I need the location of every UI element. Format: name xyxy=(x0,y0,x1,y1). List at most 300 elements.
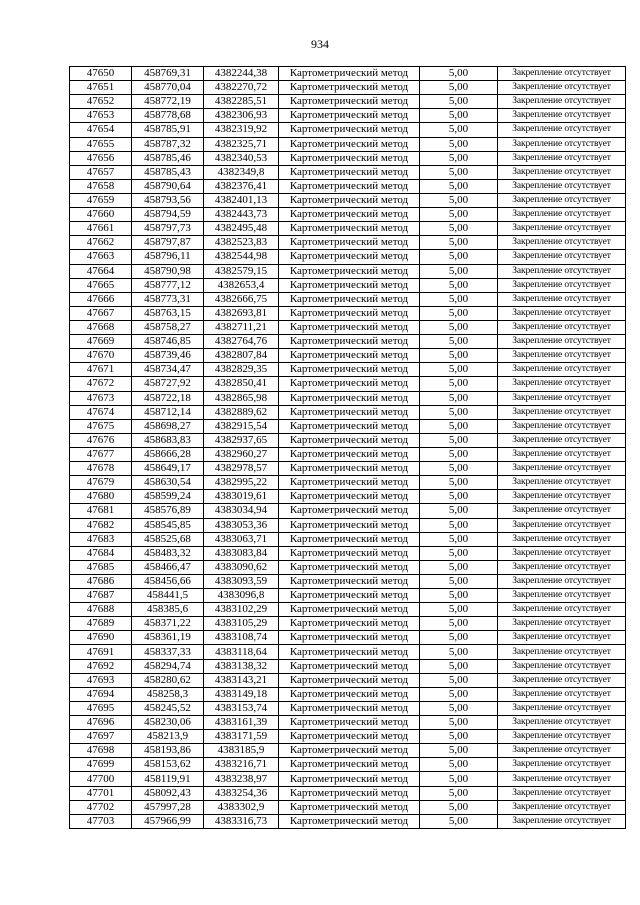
method-cell: Картометрический метод xyxy=(279,193,420,207)
x-coordinate-cell: 458466,47 xyxy=(132,560,204,574)
y-coordinate-cell: 4382889,62 xyxy=(204,405,279,419)
method-cell: Картометрический метод xyxy=(279,320,420,334)
x-coordinate-cell: 458630,54 xyxy=(132,476,204,490)
x-coordinate-cell: 458545,85 xyxy=(132,518,204,532)
accuracy-cell: 5,00 xyxy=(420,490,498,504)
y-coordinate-cell: 4383090,62 xyxy=(204,560,279,574)
table-row xyxy=(70,250,626,264)
y-coordinate-cell: 4383093,59 xyxy=(204,574,279,588)
point-number-cell: 47675 xyxy=(70,419,132,433)
fixing-note-cell: Закрепление отсутствует xyxy=(498,193,626,207)
method-cell: Картометрический метод xyxy=(279,603,420,617)
fixing-note-cell: Закрепление отсутствует xyxy=(498,67,626,81)
method-cell: Картометрический метод xyxy=(279,349,420,363)
x-coordinate-cell: 458456,66 xyxy=(132,574,204,588)
point-number-cell: 47678 xyxy=(70,462,132,476)
method-cell: Картометрический метод xyxy=(279,222,420,236)
x-coordinate-cell: 458153,62 xyxy=(132,758,204,772)
method-cell: Картометрический метод xyxy=(279,419,420,433)
x-coordinate-cell: 458785,46 xyxy=(132,151,204,165)
method-cell: Картометрический метод xyxy=(279,518,420,532)
method-cell: Картометрический метод xyxy=(279,109,420,123)
x-coordinate-cell: 458337,33 xyxy=(132,645,204,659)
point-number-cell: 47651 xyxy=(70,81,132,95)
method-cell: Картометрический метод xyxy=(279,67,420,81)
x-coordinate-cell: 458245,52 xyxy=(132,701,204,715)
fixing-note-cell: Закрепление отсутствует xyxy=(498,447,626,461)
point-number-cell: 47692 xyxy=(70,659,132,673)
x-coordinate-cell: 458790,98 xyxy=(132,264,204,278)
x-coordinate-cell: 458796,11 xyxy=(132,250,204,264)
method-cell: Картометрический метод xyxy=(279,137,420,151)
fixing-note-cell: Закрепление отсутствует xyxy=(498,814,626,828)
method-cell: Картометрический метод xyxy=(279,574,420,588)
table-row xyxy=(70,476,626,490)
point-number-cell: 47669 xyxy=(70,335,132,349)
y-coordinate-cell: 4382523,83 xyxy=(204,236,279,250)
table-row xyxy=(70,208,626,222)
point-number-cell: 47691 xyxy=(70,645,132,659)
method-cell: Картометрический метод xyxy=(279,730,420,744)
fixing-note-cell: Закрепление отсутствует xyxy=(498,137,626,151)
table-row xyxy=(70,716,626,730)
accuracy-cell: 5,00 xyxy=(420,95,498,109)
x-coordinate-cell: 458258,3 xyxy=(132,687,204,701)
point-number-cell: 47682 xyxy=(70,518,132,532)
method-cell: Картометрический метод xyxy=(279,490,420,504)
x-coordinate-cell: 458773,31 xyxy=(132,292,204,306)
table-body xyxy=(70,67,626,829)
fixing-note-cell: Закрепление отсутствует xyxy=(498,589,626,603)
fixing-note-cell: Закрепление отсутствует xyxy=(498,772,626,786)
point-number-cell: 47664 xyxy=(70,264,132,278)
x-coordinate-cell: 458785,91 xyxy=(132,123,204,137)
point-number-cell: 47674 xyxy=(70,405,132,419)
point-number-cell: 47688 xyxy=(70,603,132,617)
table-row xyxy=(70,179,626,193)
y-coordinate-cell: 4383149,18 xyxy=(204,687,279,701)
y-coordinate-cell: 4383302,9 xyxy=(204,800,279,814)
accuracy-cell: 5,00 xyxy=(420,560,498,574)
table-row xyxy=(70,81,626,95)
fixing-note-cell: Закрепление отсутствует xyxy=(498,278,626,292)
table-row xyxy=(70,67,626,81)
fixing-note-cell: Закрепление отсутствует xyxy=(498,744,626,758)
table-row xyxy=(70,574,626,588)
y-coordinate-cell: 4383083,84 xyxy=(204,546,279,560)
method-cell: Картометрический метод xyxy=(279,617,420,631)
point-number-cell: 47684 xyxy=(70,546,132,560)
accuracy-cell: 5,00 xyxy=(420,179,498,193)
y-coordinate-cell: 4382349,8 xyxy=(204,165,279,179)
fixing-note-cell: Закрепление отсутствует xyxy=(498,603,626,617)
fixing-note-cell: Закрепление отсутствует xyxy=(498,236,626,250)
point-number-cell: 47668 xyxy=(70,320,132,334)
table-row xyxy=(70,490,626,504)
accuracy-cell: 5,00 xyxy=(420,433,498,447)
x-coordinate-cell: 458797,87 xyxy=(132,236,204,250)
table-row xyxy=(70,603,626,617)
method-cell: Картометрический метод xyxy=(279,236,420,250)
point-number-cell: 47683 xyxy=(70,532,132,546)
table-row xyxy=(70,701,626,715)
y-coordinate-cell: 4383143,21 xyxy=(204,673,279,687)
fixing-note-cell: Закрепление отсутствует xyxy=(498,208,626,222)
fixing-note-cell: Закрепление отсутствует xyxy=(498,659,626,673)
accuracy-cell: 5,00 xyxy=(420,278,498,292)
accuracy-cell: 5,00 xyxy=(420,532,498,546)
table-row xyxy=(70,758,626,772)
y-coordinate-cell: 4382306,93 xyxy=(204,109,279,123)
accuracy-cell: 5,00 xyxy=(420,730,498,744)
y-coordinate-cell: 4383216,71 xyxy=(204,758,279,772)
method-cell: Картометрический метод xyxy=(279,504,420,518)
accuracy-cell: 5,00 xyxy=(420,349,498,363)
method-cell: Картометрический метод xyxy=(279,758,420,772)
table-row xyxy=(70,617,626,631)
point-number-cell: 47700 xyxy=(70,772,132,786)
x-coordinate-cell: 458193,86 xyxy=(132,744,204,758)
x-coordinate-cell: 458698,27 xyxy=(132,419,204,433)
y-coordinate-cell: 4383254,36 xyxy=(204,786,279,800)
table-row xyxy=(70,320,626,334)
accuracy-cell: 5,00 xyxy=(420,306,498,320)
table-row xyxy=(70,236,626,250)
point-number-cell: 47698 xyxy=(70,744,132,758)
fixing-note-cell: Закрепление отсутствует xyxy=(498,222,626,236)
y-coordinate-cell: 4382711,21 xyxy=(204,320,279,334)
x-coordinate-cell: 458772,19 xyxy=(132,95,204,109)
accuracy-cell: 5,00 xyxy=(420,518,498,532)
point-number-cell: 47685 xyxy=(70,560,132,574)
point-number-cell: 47701 xyxy=(70,786,132,800)
table-row xyxy=(70,377,626,391)
x-coordinate-cell: 458361,19 xyxy=(132,631,204,645)
table-row xyxy=(70,560,626,574)
accuracy-cell: 5,00 xyxy=(420,589,498,603)
method-cell: Картометрический метод xyxy=(279,95,420,109)
fixing-note-cell: Закрепление отсутствует xyxy=(498,179,626,193)
table-row xyxy=(70,673,626,687)
accuracy-cell: 5,00 xyxy=(420,320,498,334)
table-row xyxy=(70,772,626,786)
y-coordinate-cell: 4383019,61 xyxy=(204,490,279,504)
table-row xyxy=(70,518,626,532)
fixing-note-cell: Закрепление отсутствует xyxy=(498,758,626,772)
fixing-note-cell: Закрепление отсутствует xyxy=(498,687,626,701)
point-number-cell: 47686 xyxy=(70,574,132,588)
fixing-note-cell: Закрепление отсутствует xyxy=(498,419,626,433)
point-number-cell: 47679 xyxy=(70,476,132,490)
method-cell: Картометрический метод xyxy=(279,659,420,673)
y-coordinate-cell: 4382764,76 xyxy=(204,335,279,349)
point-number-cell: 47665 xyxy=(70,278,132,292)
x-coordinate-cell: 458722,18 xyxy=(132,391,204,405)
x-coordinate-cell: 458441,5 xyxy=(132,589,204,603)
x-coordinate-cell: 458770,04 xyxy=(132,81,204,95)
fixing-note-cell: Закрепление отсутствует xyxy=(498,250,626,264)
fixing-note-cell: Закрепление отсутствует xyxy=(498,546,626,560)
method-cell: Картометрический метод xyxy=(279,405,420,419)
point-number-cell: 47693 xyxy=(70,673,132,687)
y-coordinate-cell: 4382244,38 xyxy=(204,67,279,81)
x-coordinate-cell: 458790,64 xyxy=(132,179,204,193)
x-coordinate-cell: 458525,68 xyxy=(132,532,204,546)
fixing-note-cell: Закрепление отсутствует xyxy=(498,433,626,447)
accuracy-cell: 5,00 xyxy=(420,574,498,588)
point-number-cell: 47667 xyxy=(70,306,132,320)
x-coordinate-cell: 458797,73 xyxy=(132,222,204,236)
fixing-note-cell: Закрепление отсутствует xyxy=(498,335,626,349)
table-row xyxy=(70,447,626,461)
point-number-cell: 47659 xyxy=(70,193,132,207)
coordinates-table xyxy=(69,66,626,829)
fixing-note-cell: Закрепление отсутствует xyxy=(498,518,626,532)
accuracy-cell: 5,00 xyxy=(420,546,498,560)
method-cell: Картометрический метод xyxy=(279,560,420,574)
table-row xyxy=(70,349,626,363)
accuracy-cell: 5,00 xyxy=(420,772,498,786)
accuracy-cell: 5,00 xyxy=(420,264,498,278)
fixing-note-cell: Закрепление отсутствует xyxy=(498,800,626,814)
accuracy-cell: 5,00 xyxy=(420,716,498,730)
accuracy-cell: 5,00 xyxy=(420,377,498,391)
y-coordinate-cell: 4383171,59 xyxy=(204,730,279,744)
method-cell: Картометрический метод xyxy=(279,814,420,828)
table-row xyxy=(70,419,626,433)
y-coordinate-cell: 4382325,71 xyxy=(204,137,279,151)
point-number-cell: 47697 xyxy=(70,730,132,744)
y-coordinate-cell: 4382807,84 xyxy=(204,349,279,363)
table-row xyxy=(70,504,626,518)
fixing-note-cell: Закрепление отсутствует xyxy=(498,81,626,95)
fixing-note-cell: Закрепление отсутствует xyxy=(498,716,626,730)
point-number-cell: 47653 xyxy=(70,109,132,123)
accuracy-cell: 5,00 xyxy=(420,165,498,179)
table-row xyxy=(70,264,626,278)
table-row xyxy=(70,645,626,659)
x-coordinate-cell: 457997,28 xyxy=(132,800,204,814)
y-coordinate-cell: 4383053,36 xyxy=(204,518,279,532)
y-coordinate-cell: 4382865,98 xyxy=(204,391,279,405)
fixing-note-cell: Закрепление отсутствует xyxy=(498,123,626,137)
point-number-cell: 47652 xyxy=(70,95,132,109)
fixing-note-cell: Закрепление отсутствует xyxy=(498,320,626,334)
method-cell: Картометрический метод xyxy=(279,165,420,179)
y-coordinate-cell: 4382937,65 xyxy=(204,433,279,447)
point-number-cell: 47662 xyxy=(70,236,132,250)
accuracy-cell: 5,00 xyxy=(420,109,498,123)
y-coordinate-cell: 4383102,29 xyxy=(204,603,279,617)
method-cell: Картометрический метод xyxy=(279,800,420,814)
point-number-cell: 47650 xyxy=(70,67,132,81)
accuracy-cell: 5,00 xyxy=(420,193,498,207)
y-coordinate-cell: 4382653,4 xyxy=(204,278,279,292)
table-row xyxy=(70,814,626,828)
table-row xyxy=(70,95,626,109)
method-cell: Картометрический метод xyxy=(279,250,420,264)
x-coordinate-cell: 458213,9 xyxy=(132,730,204,744)
point-number-cell: 47657 xyxy=(70,165,132,179)
table-row xyxy=(70,730,626,744)
accuracy-cell: 5,00 xyxy=(420,645,498,659)
point-number-cell: 47702 xyxy=(70,800,132,814)
y-coordinate-cell: 4382495,48 xyxy=(204,222,279,236)
accuracy-cell: 5,00 xyxy=(420,67,498,81)
accuracy-cell: 5,00 xyxy=(420,814,498,828)
point-number-cell: 47660 xyxy=(70,208,132,222)
point-number-cell: 47680 xyxy=(70,490,132,504)
accuracy-cell: 5,00 xyxy=(420,504,498,518)
x-coordinate-cell: 457966,99 xyxy=(132,814,204,828)
accuracy-cell: 5,00 xyxy=(420,617,498,631)
method-cell: Картометрический метод xyxy=(279,391,420,405)
fixing-note-cell: Закрепление отсутствует xyxy=(498,165,626,179)
method-cell: Картометрический метод xyxy=(279,335,420,349)
method-cell: Картометрический метод xyxy=(279,208,420,222)
point-number-cell: 47655 xyxy=(70,137,132,151)
point-number-cell: 47673 xyxy=(70,391,132,405)
table-row xyxy=(70,335,626,349)
y-coordinate-cell: 4383161,39 xyxy=(204,716,279,730)
point-number-cell: 47699 xyxy=(70,758,132,772)
table-row xyxy=(70,546,626,560)
y-coordinate-cell: 4383118,64 xyxy=(204,645,279,659)
point-number-cell: 47696 xyxy=(70,716,132,730)
x-coordinate-cell: 458576,89 xyxy=(132,504,204,518)
accuracy-cell: 5,00 xyxy=(420,659,498,673)
fixing-note-cell: Закрепление отсутствует xyxy=(498,377,626,391)
table-row xyxy=(70,363,626,377)
fixing-note-cell: Закрепление отсутствует xyxy=(498,151,626,165)
y-coordinate-cell: 4383096,8 xyxy=(204,589,279,603)
table-row xyxy=(70,137,626,151)
method-cell: Картометрический метод xyxy=(279,179,420,193)
point-number-cell: 47658 xyxy=(70,179,132,193)
accuracy-cell: 5,00 xyxy=(420,687,498,701)
fixing-note-cell: Закрепление отсутствует xyxy=(498,95,626,109)
x-coordinate-cell: 458793,56 xyxy=(132,193,204,207)
point-number-cell: 47677 xyxy=(70,447,132,461)
y-coordinate-cell: 4382693,81 xyxy=(204,306,279,320)
accuracy-cell: 5,00 xyxy=(420,250,498,264)
fixing-note-cell: Закрепление отсутствует xyxy=(498,701,626,715)
point-number-cell: 47676 xyxy=(70,433,132,447)
method-cell: Картометрический метод xyxy=(279,744,420,758)
x-coordinate-cell: 458778,68 xyxy=(132,109,204,123)
accuracy-cell: 5,00 xyxy=(420,744,498,758)
y-coordinate-cell: 4382579,15 xyxy=(204,264,279,278)
table-row xyxy=(70,532,626,546)
method-cell: Картометрический метод xyxy=(279,377,420,391)
y-coordinate-cell: 4382319,92 xyxy=(204,123,279,137)
accuracy-cell: 5,00 xyxy=(420,292,498,306)
accuracy-cell: 5,00 xyxy=(420,405,498,419)
x-coordinate-cell: 458294,74 xyxy=(132,659,204,673)
y-coordinate-cell: 4383138,32 xyxy=(204,659,279,673)
accuracy-cell: 5,00 xyxy=(420,222,498,236)
accuracy-cell: 5,00 xyxy=(420,476,498,490)
y-coordinate-cell: 4383153,74 xyxy=(204,701,279,715)
method-cell: Картометрический метод xyxy=(279,462,420,476)
method-cell: Картометрический метод xyxy=(279,292,420,306)
fixing-note-cell: Закрепление отсутствует xyxy=(498,363,626,377)
fixing-note-cell: Закрепление отсутствует xyxy=(498,673,626,687)
point-number-cell: 47681 xyxy=(70,504,132,518)
x-coordinate-cell: 458758,27 xyxy=(132,320,204,334)
fixing-note-cell: Закрепление отсутствует xyxy=(498,405,626,419)
method-cell: Картометрический метод xyxy=(279,81,420,95)
table-row xyxy=(70,222,626,236)
table-row xyxy=(70,391,626,405)
table-row xyxy=(70,292,626,306)
table-row xyxy=(70,123,626,137)
x-coordinate-cell: 458763,15 xyxy=(132,306,204,320)
table-row xyxy=(70,800,626,814)
y-coordinate-cell: 4382544,98 xyxy=(204,250,279,264)
accuracy-cell: 5,00 xyxy=(420,447,498,461)
x-coordinate-cell: 458739,46 xyxy=(132,349,204,363)
y-coordinate-cell: 4382285,51 xyxy=(204,95,279,109)
fixing-note-cell: Закрепление отсутствует xyxy=(498,504,626,518)
fixing-note-cell: Закрепление отсутствует xyxy=(498,490,626,504)
method-cell: Картометрический метод xyxy=(279,701,420,715)
table-row xyxy=(70,462,626,476)
point-number-cell: 47689 xyxy=(70,617,132,631)
x-coordinate-cell: 458683,83 xyxy=(132,433,204,447)
x-coordinate-cell: 458666,28 xyxy=(132,447,204,461)
x-coordinate-cell: 458712,14 xyxy=(132,405,204,419)
table-row xyxy=(70,433,626,447)
fixing-note-cell: Закрепление отсутствует xyxy=(498,617,626,631)
point-number-cell: 47661 xyxy=(70,222,132,236)
fixing-note-cell: Закрепление отсутствует xyxy=(498,391,626,405)
fixing-note-cell: Закрепление отсутствует xyxy=(498,349,626,363)
fixing-note-cell: Закрепление отсутствует xyxy=(498,574,626,588)
point-number-cell: 47695 xyxy=(70,701,132,715)
y-coordinate-cell: 4382978,57 xyxy=(204,462,279,476)
point-number-cell: 47690 xyxy=(70,631,132,645)
y-coordinate-cell: 4382666,75 xyxy=(204,292,279,306)
table-row xyxy=(70,786,626,800)
accuracy-cell: 5,00 xyxy=(420,335,498,349)
point-number-cell: 47666 xyxy=(70,292,132,306)
table-row xyxy=(70,659,626,673)
accuracy-cell: 5,00 xyxy=(420,631,498,645)
accuracy-cell: 5,00 xyxy=(420,800,498,814)
y-coordinate-cell: 4382915,54 xyxy=(204,419,279,433)
y-coordinate-cell: 4382850,41 xyxy=(204,377,279,391)
accuracy-cell: 5,00 xyxy=(420,363,498,377)
method-cell: Картометрический метод xyxy=(279,589,420,603)
accuracy-cell: 5,00 xyxy=(420,758,498,772)
x-coordinate-cell: 458746,85 xyxy=(132,335,204,349)
method-cell: Картометрический метод xyxy=(279,433,420,447)
method-cell: Картометрический метод xyxy=(279,631,420,645)
method-cell: Картометрический метод xyxy=(279,716,420,730)
accuracy-cell: 5,00 xyxy=(420,81,498,95)
table-row xyxy=(70,631,626,645)
y-coordinate-cell: 4382401,13 xyxy=(204,193,279,207)
point-number-cell: 47670 xyxy=(70,349,132,363)
fixing-note-cell: Закрепление отсутствует xyxy=(498,292,626,306)
method-cell: Картометрический метод xyxy=(279,306,420,320)
point-number-cell: 47654 xyxy=(70,123,132,137)
accuracy-cell: 5,00 xyxy=(420,391,498,405)
x-coordinate-cell: 458092,43 xyxy=(132,786,204,800)
fixing-note-cell: Закрепление отсутствует xyxy=(498,306,626,320)
y-coordinate-cell: 4382960,27 xyxy=(204,447,279,461)
